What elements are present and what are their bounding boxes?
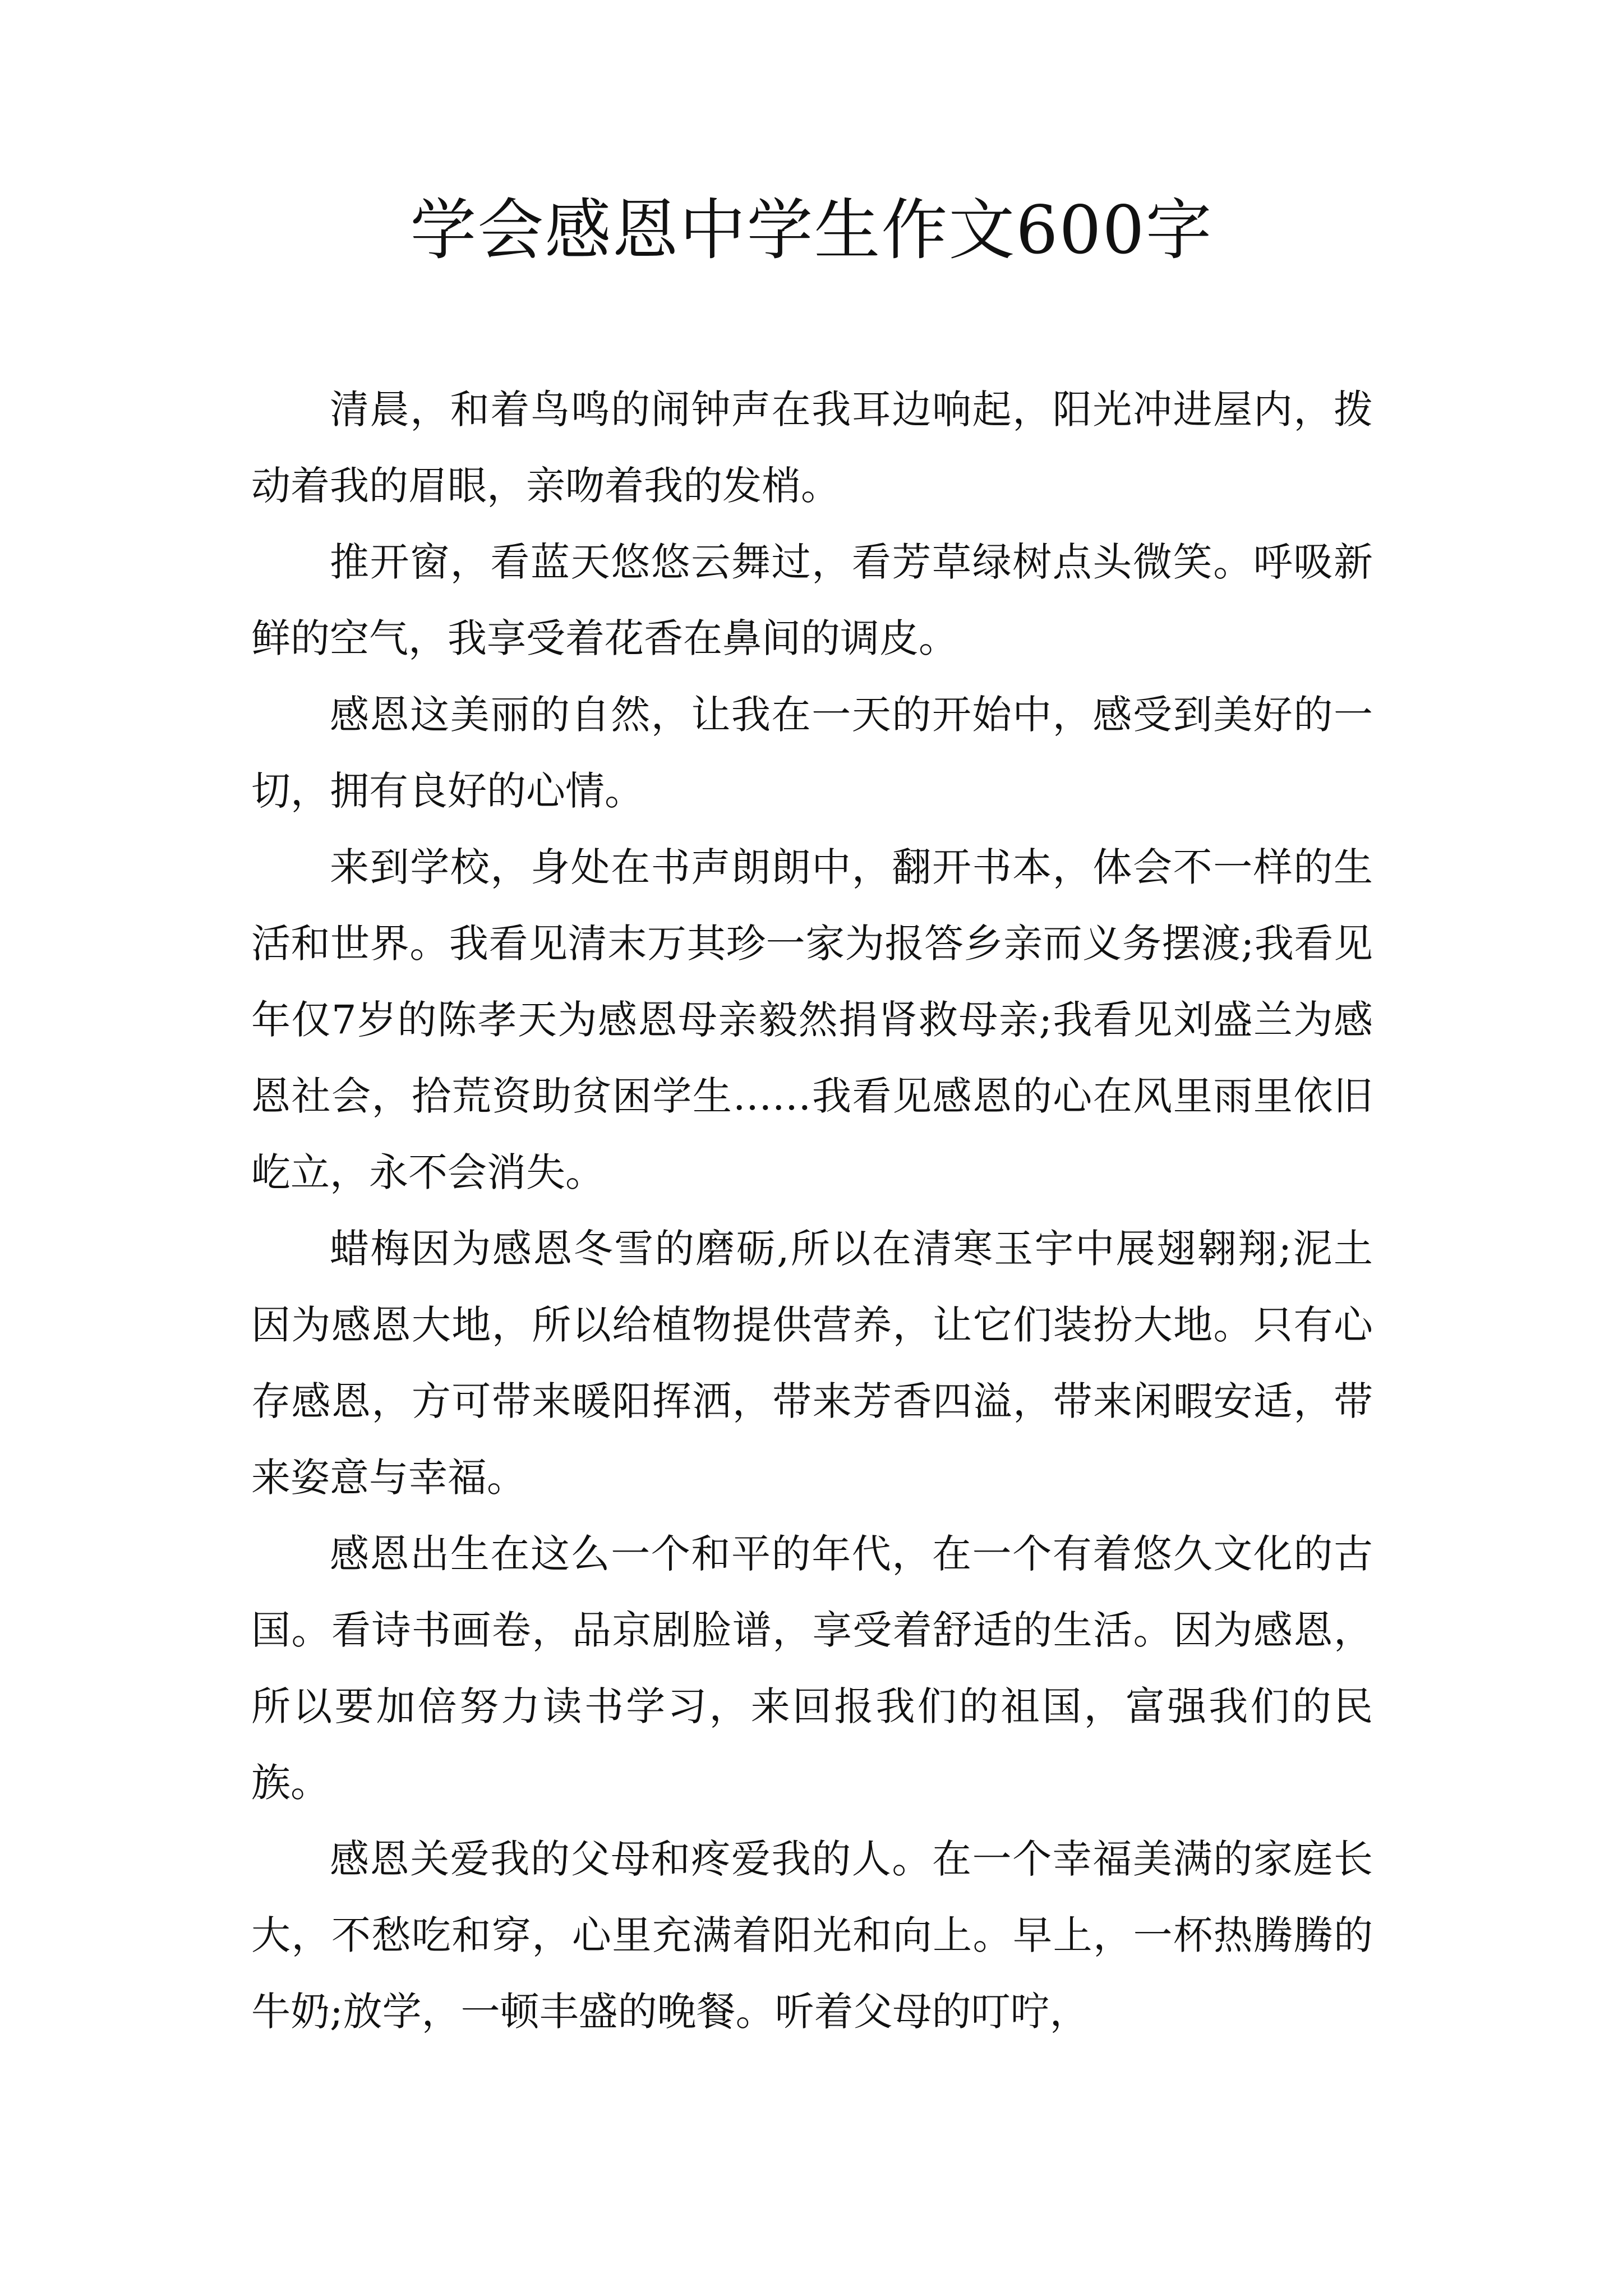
paragraph: 清晨，和着鸟鸣的闹钟声在我耳边响起，阳光冲进屋内，拨动着我的眉眼，亲吻着我的发梢。 bbox=[251, 386, 1373, 509]
document-title: 学会感恩中学生作文600字 bbox=[410, 191, 1213, 269]
paragraph: 感恩关爱我的父母和疼爱我的人。在一个幸福美满的家庭长大，不愁吃和穿，心里充满着阳光和向上。早上，一杯热腾腾的牛奶;放学，一顿丰盛的晚餐。听着父母的叮咛， bbox=[251, 1836, 1373, 2035]
paragraph: 感恩出生在这么一个和平的年代，在一个有着悠久文化的古国。看诗书画卷，品京剧脸谱，享受着舒适的生活。因为感恩，所以要加倍努力读书学习，来回报我们的祖国，富强我们的民族。 bbox=[251, 1531, 1373, 1806]
paragraph: 推开窗，看蓝天悠悠云舞过，看芳草绿树点头微笑。呼吸新鲜的空气，我享受着花香在鼻间的调皮。 bbox=[251, 539, 1373, 661]
paragraph: 来到学校，身处在书声朗朗中，翻开书本，体会不一样的生活和世界。我看见清末万其珍一家为报答乡亲而义务摆渡;我看见年仅7岁的陈孝天为感恩母亲毅然捐肾救母亲;我看见刘盛兰为感恩社会，拾荒资助贫困学生……我看见感恩的心在风里雨里依旧屹立，永不会消失。 bbox=[251, 844, 1373, 1195]
document-body bbox=[251, 371, 1373, 2050]
paragraph: 感恩这美丽的自然，让我在一天的开始中，感受到美好的一切，拥有良好的心情。 bbox=[251, 692, 1373, 814]
paragraph: 蜡梅因为感恩冬雪的磨砺,所以在清寒玉宇中展翅翱翔;泥土因为感恩大地，所以给植物提供营养，让它们装扮大地。只有心存感恩，方可带来暖阳挥洒，带来芳香四溢，带来闲暇安适，带来姿意与幸福。 bbox=[251, 1226, 1373, 1501]
